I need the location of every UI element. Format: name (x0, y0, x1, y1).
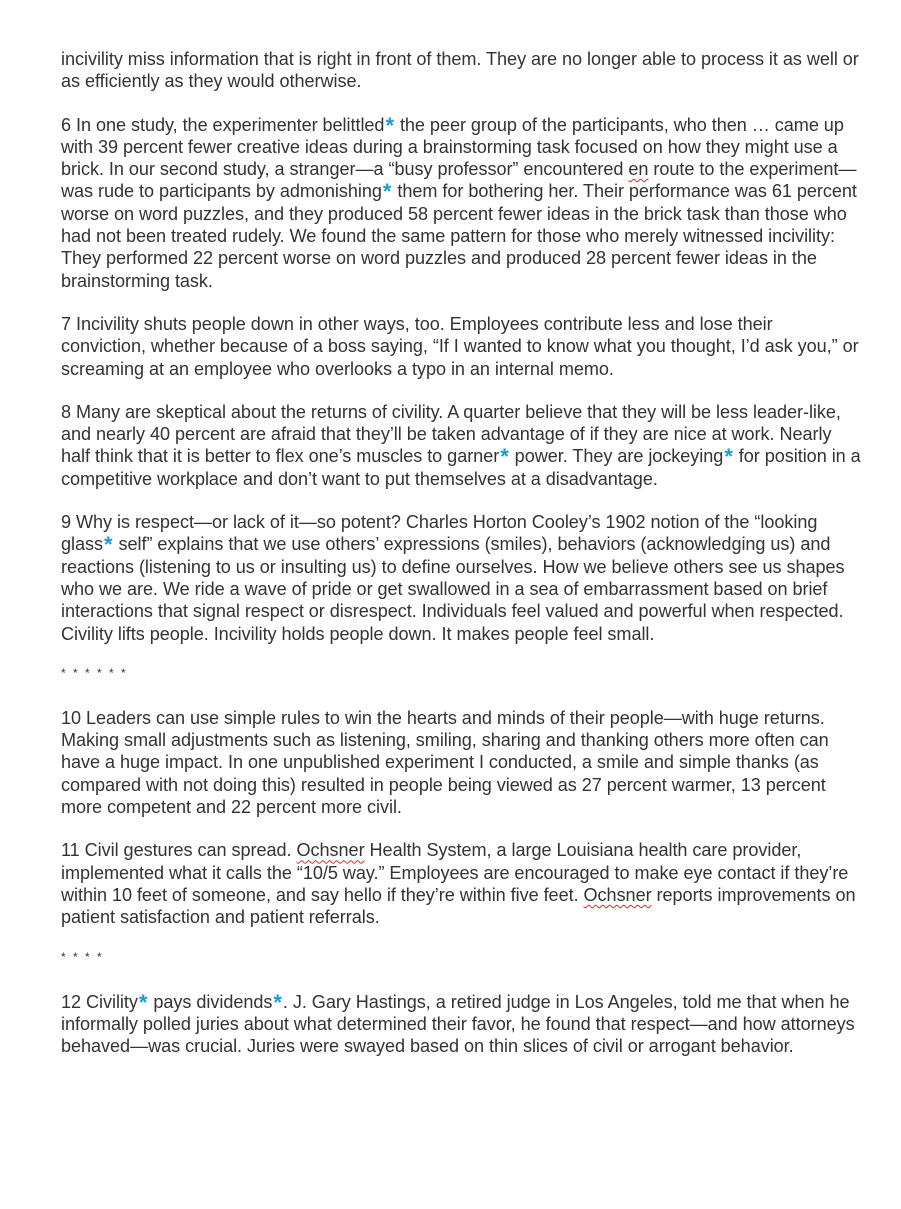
paragraph-9 (61, 511, 861, 645)
paragraph-text: . J. Gary Hastings, a retired judge in Los Angeles, told me that when he informally polled juries about what determined their favor, he found that respect—and how attorneys behaved—was crucial. Juries were swayed based on thin slices of civil or arrogant behavior. (61, 991, 855, 1057)
glossary-star-icon[interactable]: * (385, 112, 394, 138)
paragraph-text: power. They are jockeying (509, 446, 724, 467)
paragraph-7 (61, 313, 861, 380)
spellcheck-word[interactable]: en (628, 159, 649, 180)
glossary-star-icon[interactable]: * (138, 989, 148, 1015)
paragraph-11 (61, 839, 861, 928)
paragraph-text: route to the experiment—was rude to participants by admonishing (61, 159, 857, 202)
paragraph-text: 12 Civility (61, 991, 138, 1012)
paragraph-12 (61, 991, 861, 1058)
paragraph-text: 8 Many are skeptical about the returns of civility. A quarter believe that they will be less leader-like, and nearly 40 percent are afraid that they’ll be taken advantage of if they are nice at work. Nearly half think that it is better to flex one’s muscles to garner (61, 401, 841, 467)
glossary-star-icon[interactable]: * (382, 179, 392, 205)
spellcheck-word[interactable]: Ochsner (583, 884, 652, 905)
glossary-star-icon[interactable]: * (500, 444, 509, 470)
paragraph-text: pays dividends (148, 991, 273, 1012)
section-separator: * * * * * * (61, 665, 128, 680)
paragraph-text: Health System, a large Louisiana health care provider, implemented what it calls the “10/5 way.” Employees are encouraged to make eye contact if they’re within 10 feet of someone, and say hello if they’re within five feet. (61, 840, 849, 905)
paragraph-text: self” explains that we use others’ expressions (smiles), behaviors (acknowledging us) and reactions (listening to us or insulting us) to define ourselves. How we believe others see us shapes who we are. We ride a wave of pride or get swallowed in a sea of embarrassment based on brief interactions that signal respect or disrespect. Individuals feel valued and powerful when respected. Civility lifts people. Incivility holds people down. It makes people feel small. (61, 534, 845, 644)
paragraph-text: 9 Why is respect—or lack of it—so potent? Charles Horton Cooley’s 1902 notion of the “looking glass (61, 512, 818, 555)
paragraph-text: 7 Incivility shuts people down in other ways, too. Employees contribute less and lose their conviction, whether because of a boss saying, “If I wanted to know what you thought, I’d ask you,” or screaming at an employee who overlooks a typo in an internal memo. (61, 313, 859, 379)
paragraph-text: them for bothering her. Their performance was 61 percent worse on word puzzles, and they produced 58 percent fewer ideas in the brick task than those who had not been treated rudely. We found the same pattern for those who merely witnessed incivility: They performed 22 percent worse on word puzzles and produced 28 percent fewer ideas in the brainstorming task. (61, 181, 857, 291)
glossary-star-icon[interactable]: * (724, 444, 733, 470)
article-page (61, 48, 861, 1078)
paragraph-10 (61, 707, 861, 818)
paragraph-8 (61, 401, 861, 490)
paragraph-text: 11 Civil gestures can spread. (61, 840, 297, 861)
paragraph-text: 6 In one study, the experimenter belittled (61, 114, 385, 135)
spellcheck-word[interactable]: Ochsner (296, 840, 365, 861)
paragraph-intro (61, 48, 861, 93)
paragraph-text: 10 Leaders can use simple rules to win the hearts and minds of their people—with huge returns. Making small adjustments such as listening, smiling, sharing and thanking others more often can have a huge impact. In one unpublished experiment I conducted, a smile and simple thanks (as compared with not doing this) resulted in people being viewed as 27 percent warmer, 13 percent more competent and 22 percent more civil. (61, 707, 829, 818)
paragraph-text: incivility miss information that is right in front of them. They are no longer able to process it as well or as efficiently as they would otherwise. (61, 49, 859, 92)
paragraph-text: reports improvements on patient satisfaction and patient referrals. (61, 884, 856, 928)
glossary-star-icon[interactable]: * (104, 532, 113, 558)
paragraph-6 (61, 114, 861, 292)
glossary-star-icon[interactable]: * (273, 989, 282, 1015)
section-separator: * * * * (61, 949, 104, 964)
paragraph-text: the peer group of the participants, who then … came up with 39 percent fewer creative ideas during a brainstorming task focused on how they might use a brick. In our second study, a stranger—a “busy professor” encountered (61, 114, 844, 180)
paragraph-text: for position in a competitive workplace and don’t want to put themselves at a disadvantage. (61, 446, 861, 489)
